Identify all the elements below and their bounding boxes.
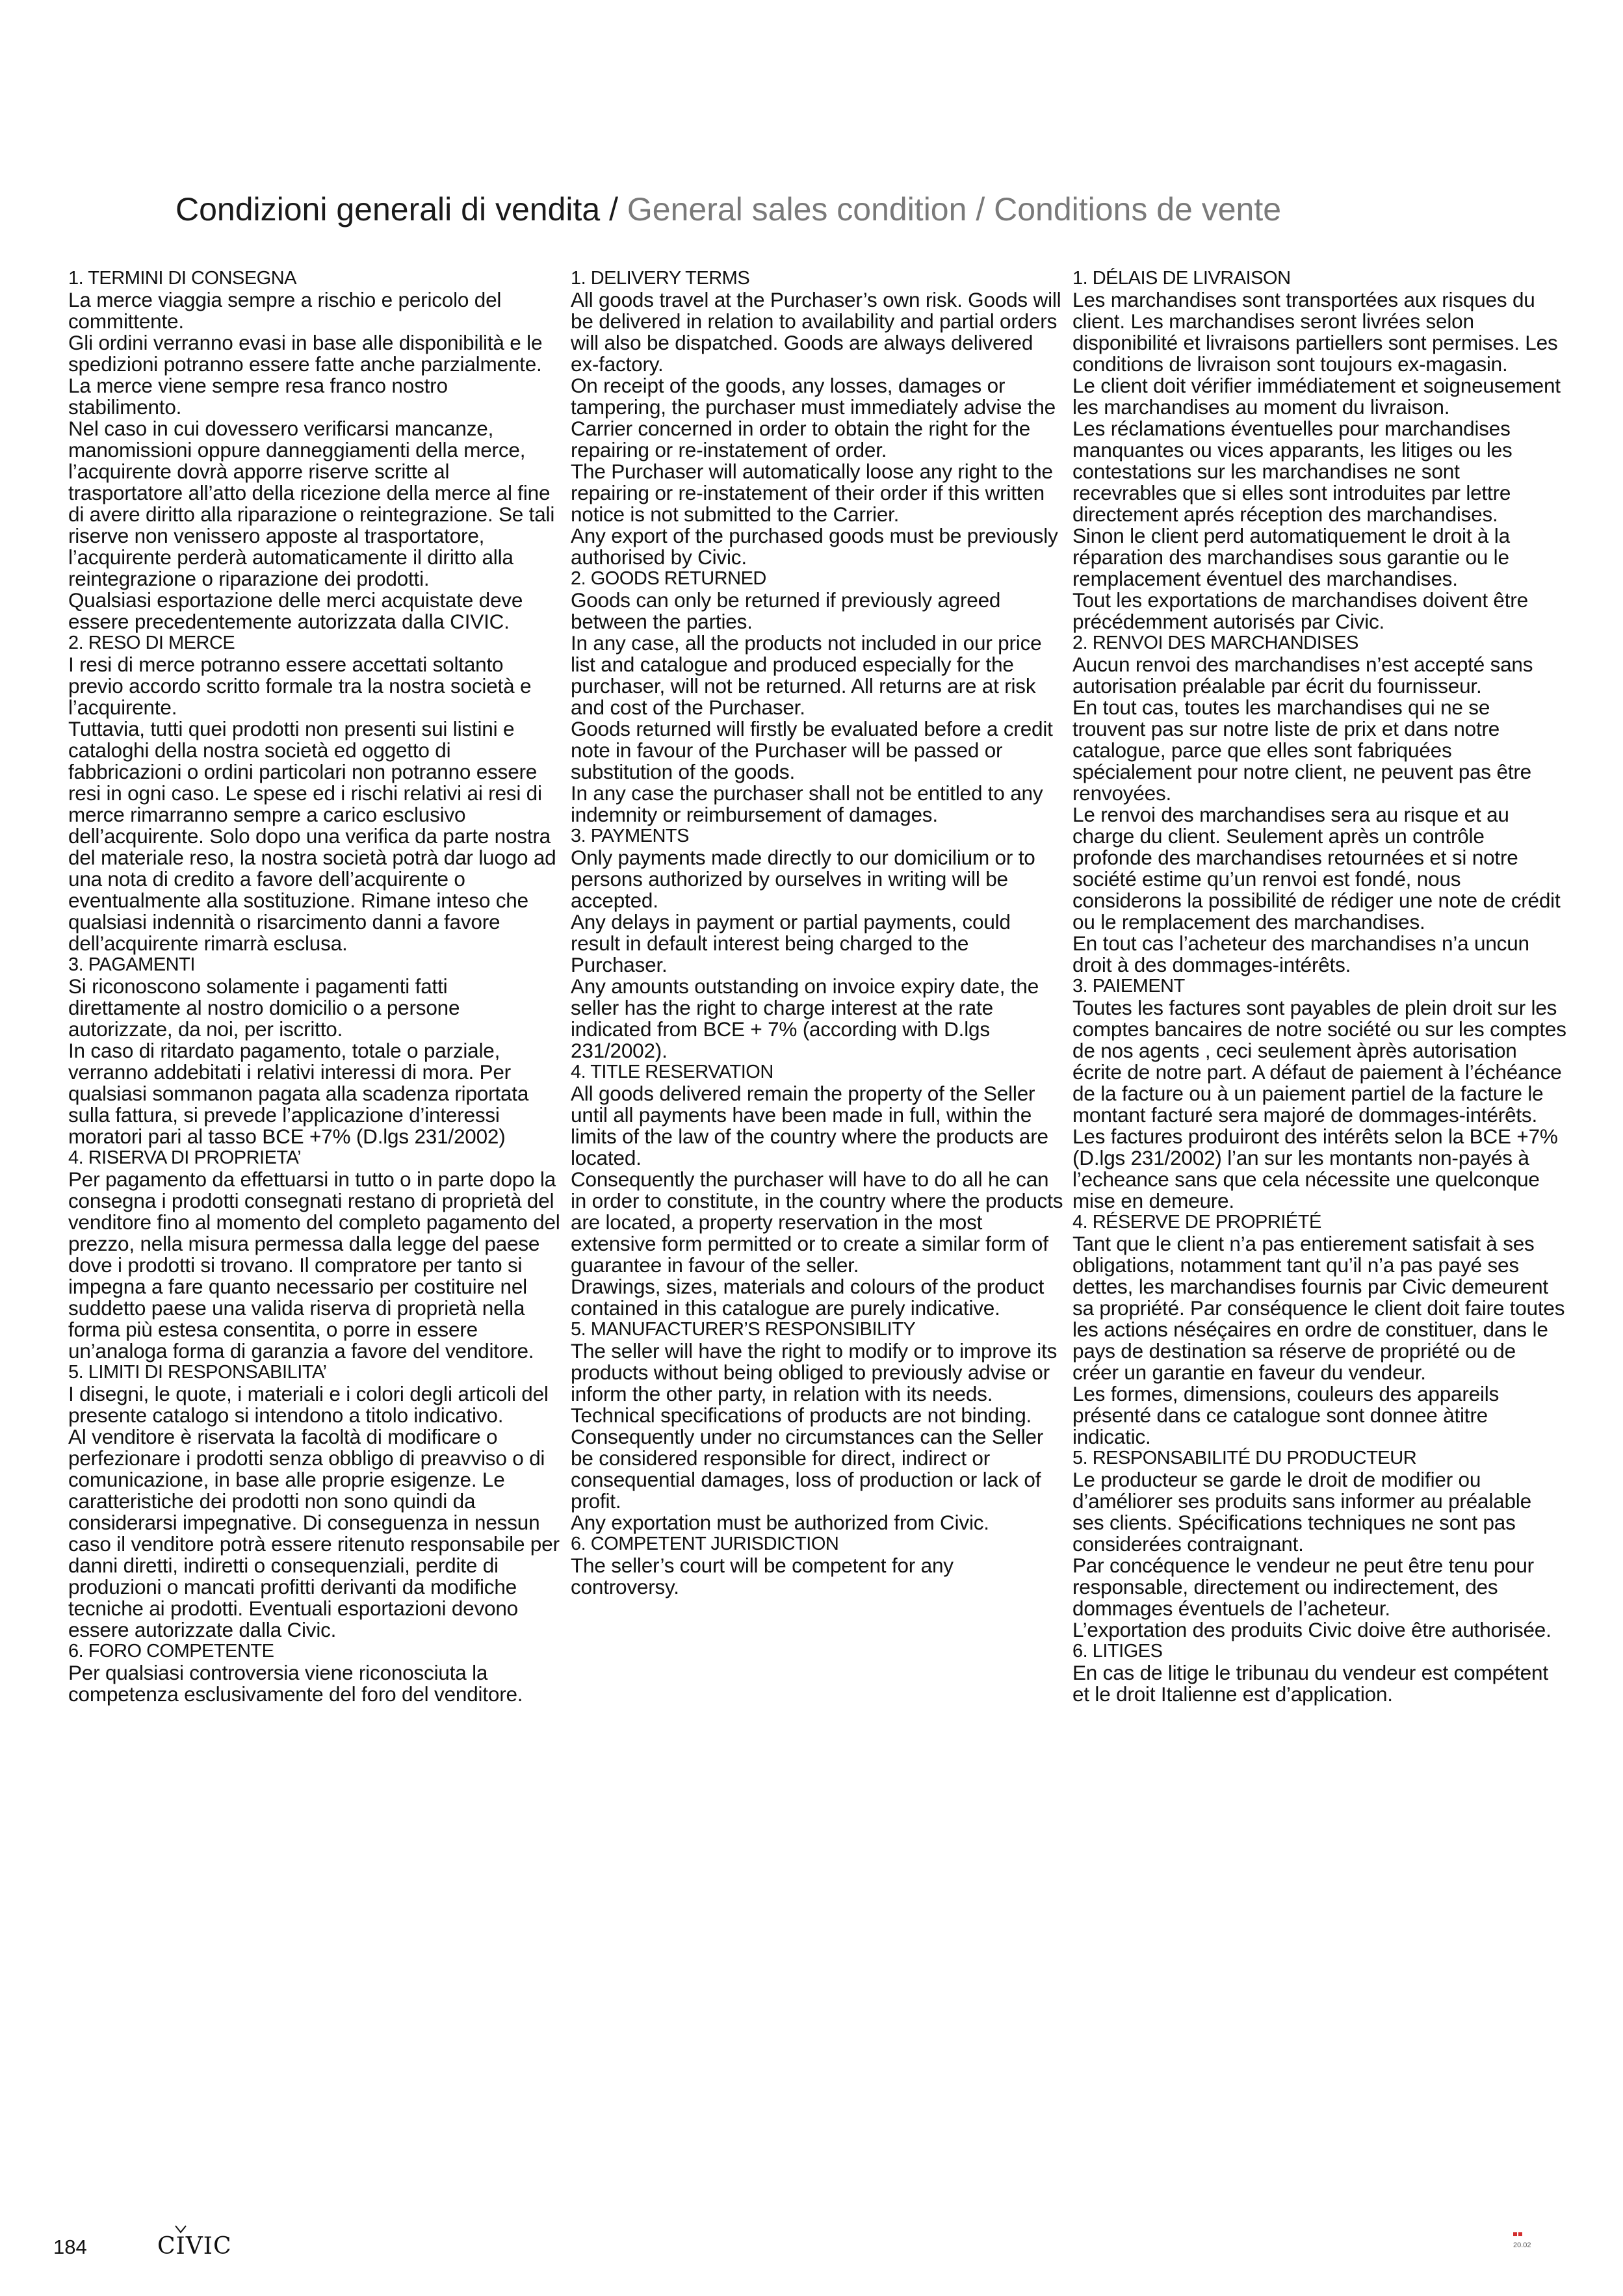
section-text: Si riconoscono solamente i pagamenti fatti direttamente al nostro domicilio o a persone autorizzate, da noi, per iscritto. In caso di ritardato pagamento, totale o parziale, verranno addebitati i relativi interessi di mora. Per qualsiasi sommanon pagata alla scadenza riportata sulla fattura, si prevede l’applicazione d’interessi moratori pari al tasso BCE +7% (D.lgs 231/2002)	[68, 974, 529, 1148]
section-text: Toutes les factures sont payables de plein droit sur les comptes bancaires de notre société ou sur les comptes de nos agents , ceci seulement àprès autorisation écrite de notre part. A défaut de paiement à l’échéance de la facture ou à un paiement partiel de la facture le montant facturé sera majoré de dommages-intérêts. Les factures produiront des intérêts selon la BCE +7% (D.lgs 231/2002) l’an sur les montants non-payés à l’echeance sans que cela nécessite une quelconque mise en demeure.	[1072, 996, 1566, 1212]
section-text: All goods delivered remain the property of the Seller until all payments have been made in full, within the limits of the law of the country where the products are located. Consequently the purchaser will have to do all he can in order to constitute, in the country where the products are located, a property reservation in the most extensive form permitted or to create a similar form of guarantee in favour of the seller. Drawings, sizes, materials and colours of the product contained in this catalogue are purely indicative.	[571, 1082, 1063, 1320]
section-text: Le producteur se garde le droit de modifier ou d’améliorer ses produits sans informer au préalable ses clients. Spécifications techniques ne sont pas considerées contraignant. Par concéquence le vendeur ne peut être tenu pour responsable, directement ou indirectement, des dommages éventuels de l’acheteur. L’exportation des produits Civic doive être authorisée.	[1072, 1468, 1552, 1641]
catalogue-code: 20.02	[1513, 2241, 1531, 2249]
section-text: Per pagamento da effettuarsi in tutto o in parte dopo la consegna i prodotti consegnati restano di proprietà del venditore fino al momento del completo pagamento del prezzo, nella misura permessa dalla legge del paese dove i prodotti si trovano. Il compratore per tanto si impegna a fare quanto necessario per costituire nel suddetto paese una valida riserva di proprietà nella forma più estesa consentita, o porre in essere un’analoga forma di garanzia a favore del venditore.	[68, 1168, 560, 1363]
section-heading: 3. PAIEMENT	[1072, 976, 1185, 997]
section-heading: 1. TERMINI DI CONSEGNA	[68, 268, 297, 289]
red-square	[1518, 2232, 1522, 2236]
section-heading: 2. GOODS RETURNED	[571, 568, 766, 589]
section-text: I disegni, le quote, i materiali e i colori degli articoli del presente catalogo si intendono a titolo indicativo. Al venditore è riservata la facoltà di modificare o perfezionare i prodotti senza obbligo di preavviso o di comunicazione, in base alle proprie esigenze. Le caratteristiche dei prodotti non sono quindi da considerarsi impegnative. Di conseguenza in nessun caso il venditore potrà essere ritenuto responsabile per danni diretti, indiretti o consequenziali, perdite di produzioni o mancati profitti derivanti da modifiche tecniche ai prodotti. Eventuali esportazioni devono essere autorizzate dalla Civic.	[68, 1382, 560, 1641]
section-heading: 6. COMPETENT JURISDICTION	[571, 1533, 839, 1554]
column-french	[1072, 268, 1566, 1705]
section-text: I resi di merce potranno essere accettati soltanto previo accordo scritto formale tra la nostra società e l’acquirente. Tuttavia, tutti quei prodotti non presenti sui listini e cataloghi della nostra società ed oggetto di fabbricazioni o ordini particolari non potranno essere resi in ogni caso. Le spese ed i rischi relativi ai resi di merce rimarranno sempre a carico esclusivo dell’acquirente. Solo dopo una verifica da parte nostra del materiale reso, la nostra società potrà dar luogo ad una nota di credito a favore dell’acquirente o eventualmente alla sostituzione. Rimane inteso che qualsiasi indennità o risarcimento danni a favore dell’acquirente rimarrà esclusa.	[68, 653, 556, 955]
section-text: Tant que le client n’a pas entierement satisfait à ses obligations, notamment tant qu’il n’a pas payé ses dettes, les marchandises fournis par Civic demeurent sa propriété. Par conséquence le client doit faire toutes les actions néséçaires en ordre de constituer, dans le pays de destination sa réserve de propriété ou de créer un garantie en faveur du vendeur. Les formes, dimensions, couleurs des appareils présenté dans ce catalogue sont donnee àtitre indicatic.	[1072, 1232, 1565, 1448]
section-heading: 5. RESPONSABILITÉ DU PRODUCTEUR	[1072, 1448, 1417, 1468]
title-english-french: General sales condition / Conditions de vente	[627, 191, 1282, 228]
section-heading: 2. RENVOI DES MARCHANDISES	[1072, 633, 1358, 653]
section-heading: 3. PAYMENTS	[571, 826, 689, 846]
red-squares-icon	[1513, 2232, 1539, 2240]
section-heading: 4. TITLE RESERVATION	[571, 1062, 773, 1082]
section-text: The seller’s court will be competent for any controversy.	[571, 1554, 954, 1598]
page-number: 184	[53, 2236, 87, 2258]
section-heading: 5. LIMITI DI RESPONSABILITA’	[68, 1362, 327, 1383]
section-text: En cas de litige le tribunau du vendeur est compétent et le droit Italienne est d’application.	[1072, 1661, 1548, 1706]
logo-text: CIVIC	[157, 2233, 232, 2260]
section-heading: 1. DELIVERY TERMS	[571, 268, 750, 289]
section-text: Goods can only be returned if previously agreed between the parties. In any case, all the products not included in our price list and catalogue and produced especially for the purchaser, will not be returned. All returns are at risk and cost of the Purchaser. Goods returned will firstly be evaluated before a credit note in favour of the Purchaser will be passed or substitution of the goods. In any case the purchaser shall not be entitled to any indemnity or reimbursement of damages.	[571, 588, 1053, 826]
section-heading: 1. DÉLAIS DE LIVRAISON	[1072, 268, 1291, 289]
section-heading: 2. RESO DI MERCE	[68, 633, 235, 653]
section-text: Only payments made directly to our domicilium or to persons authorized by ourselves in writing will be accepted. Any delays in payment or partial payments, could result in default interest being charged to the Purchaser. Any amounts outstanding on invoice expiry date, the seller has the right to charge interest at the rate indicated from BCE + 7% (according with D.lgs 231/2002).	[571, 846, 1039, 1062]
section-heading: 3. PAGAMENTI	[68, 954, 195, 975]
section-text: Per qualsiasi controversia viene riconosciuta la competenza esclusivamente del foro del venditore.	[68, 1661, 523, 1706]
section-text: Les marchandises sont transportées aux risques du client. Les marchandises seront livrées selon disponibilité et livraisons partiellers sont permises. Les conditions de livraison sont toujours ex-magasin. Le client doit vérifier immédiatement et soigneusement les marchandises au moment du livraison. Les réclamations éventuelles pour marchandises manquantes ou vices apparants, les litiges ou les contestations sur les marchandises ne sont recevrables que si elles sont introduites par lettre directement aprés réception des marchandises. Sinon le client perd automatiquement le droit à la réparation des marchandises sous garantie ou le remplacement éventuel des marchandises. Tout les exportations de marchandises doivent être précédemment autorisés par Civic.	[1072, 288, 1561, 633]
title-italian: Condizioni generali di vendita /	[175, 191, 618, 228]
section-text: Aucun renvoi des marchandises n’est accepté sans autorisation préalable par écrit du fournisseur. En tout cas, toutes les marchandises qui ne se trouvent pas sur notre liste de prix et dans notre catalogue, parce que elles sont fabriquées spécialement pour notre client, ne peuvent pas être renvoyées. Le renvoi des marchandises sera au risque et au charge du client. Seulement après un contrôle profonde des marchandises retournées et si notre société estime qu’un renvoi est fondé, nous considerons la possibilité de rédiger une note de crédit ou le remplacement des marchandises. En tout cas l’acheteur des marchandises n’a uncun droit à des dommages-intérêts.	[1072, 653, 1561, 976]
red-square	[1513, 2232, 1517, 2236]
section-heading: 5. MANUFACTURER’S RESPONSIBILITY	[571, 1319, 916, 1340]
section-text: La merce viaggia sempre a rischio e pericolo del committente. Gli ordini verranno evasi in base alle disponibilità e le spedizioni potranno essere fatte anche parzialmente. La merce viene sempre resa franco nostro stabilimento. Nel caso in cui dovessero verificarsi mancanze, manomissioni oppure danneggiamenti della merce, l’acquirente dovrà apporre riserve scritte al trasportatore all’atto della ricezione della merce al fine di avere diritto alla riparazione o reintegrazione. Se tali riserve non venissero apposte al trasportatore, l’acquirente perderà automaticamente il diritto alla reintegrazione o riparazione dei prodotti. Qualsiasi esportazione delle merci acquistate deve essere precedentemente autorizzata dalla CIVIC.	[68, 288, 555, 633]
page-title	[175, 190, 1281, 229]
column-italian	[68, 268, 562, 1705]
section-heading: 6. FORO COMPETENTE	[68, 1641, 274, 1662]
section-text: All goods travel at the Purchaser’s own risk. Goods will be delivered in relation to availability and partial orders will also be dispatched. Goods are always delivered ex-factory. On receipt of the goods, any losses, damages or tampering, the purchaser must immediately advise the Carrier concerned in order to obtain the right for the repairing or re-instatement of order. The Purchaser will automatically loose any right to the repairing or re-instatement of their order if this written notice is not submitted to the Carrier. Any export of the purchased goods must be previously authorised by Civic.	[571, 288, 1061, 569]
section-text: The seller will have the right to modify or to improve its products without being obliged to previously advise or inform the other party, in relation with its needs. Technical specifications of products are not binding. Consequently under no circumstances can the Seller be considered responsible for direct, indirect or consequential damages, loss of production or lack of profit. Any exportation must be authorized from Civic.	[571, 1339, 1058, 1534]
column-english	[571, 268, 1065, 1598]
catalogue-mark	[1513, 2232, 1539, 2249]
section-heading: 4. RISERVA DI PROPRIETA’	[68, 1147, 302, 1168]
section-heading: 6. LITIGES	[1072, 1641, 1163, 1662]
section-heading: 4. RÉSERVE DE PROPRIÉTÉ	[1072, 1212, 1321, 1233]
civic-logo	[156, 2224, 232, 2261]
